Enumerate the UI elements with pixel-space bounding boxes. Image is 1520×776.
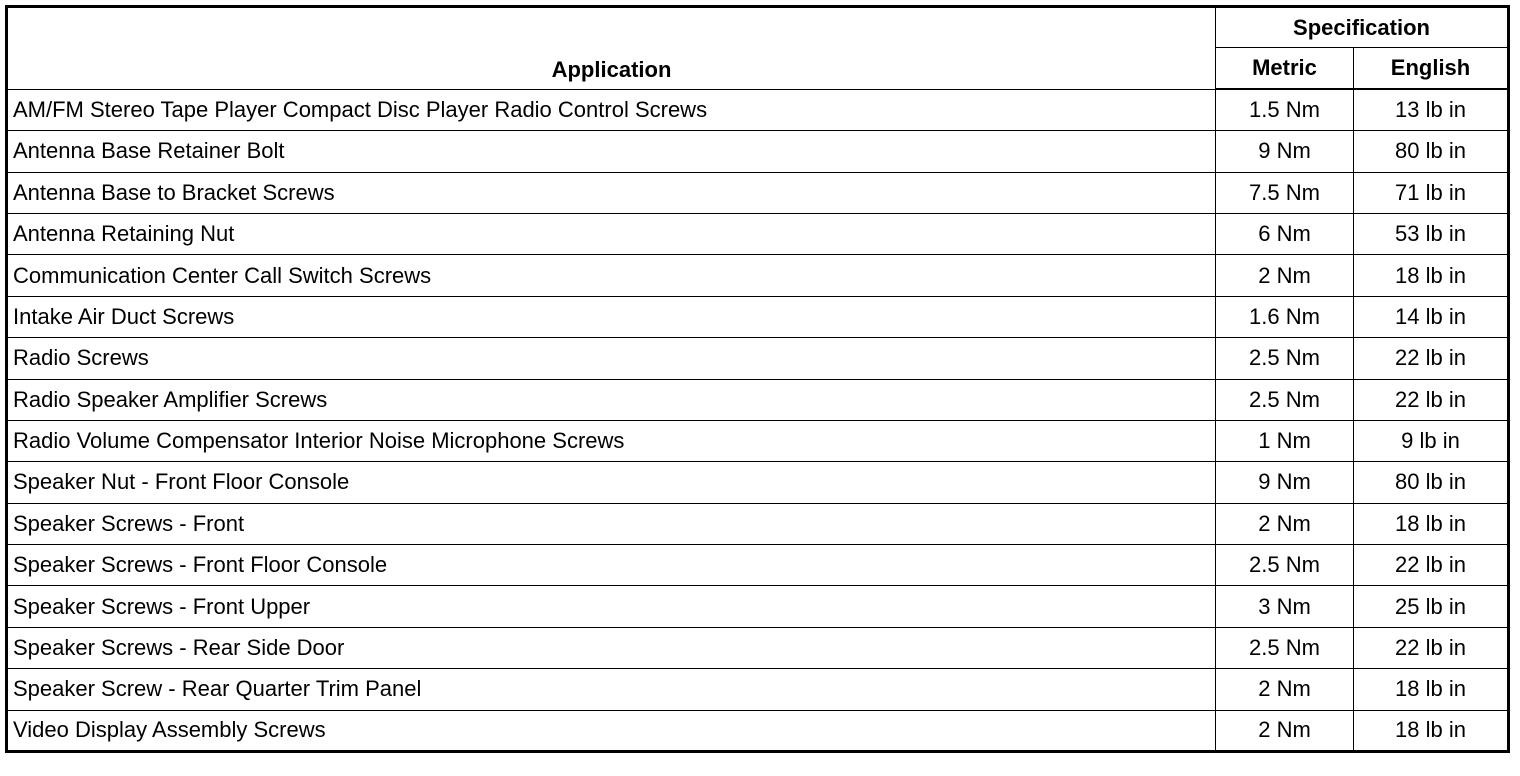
table-row xyxy=(7,545,1509,586)
table-row xyxy=(7,131,1509,172)
metric-cell: 2.5 Nm xyxy=(1216,627,1354,668)
application-cell: Speaker Screws - Rear Side Door xyxy=(7,627,1216,668)
english-cell: 22 lb in xyxy=(1354,627,1509,668)
application-cell: Antenna Retaining Nut xyxy=(7,213,1216,254)
application-cell: Radio Screws xyxy=(7,338,1216,379)
application-cell: Antenna Base to Bracket Screws xyxy=(7,172,1216,213)
metric-cell: 2 Nm xyxy=(1216,669,1354,710)
english-cell: 18 lb in xyxy=(1354,669,1509,710)
english-cell: 53 lb in xyxy=(1354,213,1509,254)
english-header: English xyxy=(1354,48,1509,89)
table-row xyxy=(7,710,1509,751)
english-cell: 25 lb in xyxy=(1354,586,1509,627)
english-cell: 80 lb in xyxy=(1354,131,1509,172)
metric-cell: 1 Nm xyxy=(1216,420,1354,461)
table-row xyxy=(7,669,1509,710)
table-row xyxy=(7,89,1509,130)
metric-cell: 2.5 Nm xyxy=(1216,379,1354,420)
metric-cell: 2.5 Nm xyxy=(1216,338,1354,379)
english-cell: 22 lb in xyxy=(1354,338,1509,379)
application-cell: Speaker Screws - Front xyxy=(7,503,1216,544)
application-cell: Communication Center Call Switch Screws xyxy=(7,255,1216,296)
metric-cell: 1.6 Nm xyxy=(1216,296,1354,337)
table-row xyxy=(7,627,1509,668)
metric-cell: 6 Nm xyxy=(1216,213,1354,254)
english-cell: 18 lb in xyxy=(1354,710,1509,751)
metric-cell: 2.5 Nm xyxy=(1216,545,1354,586)
english-cell: 18 lb in xyxy=(1354,255,1509,296)
english-cell: 9 lb in xyxy=(1354,420,1509,461)
table-row xyxy=(7,379,1509,420)
table-header xyxy=(7,7,1509,90)
application-header: Application xyxy=(7,7,1216,90)
metric-cell: 7.5 Nm xyxy=(1216,172,1354,213)
application-cell: Intake Air Duct Screws xyxy=(7,296,1216,337)
table-row xyxy=(7,172,1509,213)
application-cell: Antenna Base Retainer Bolt xyxy=(7,131,1216,172)
application-cell: Radio Volume Compensator Interior Noise Microphone Screws xyxy=(7,420,1216,461)
application-cell: Speaker Screw - Rear Quarter Trim Panel xyxy=(7,669,1216,710)
metric-cell: 9 Nm xyxy=(1216,462,1354,503)
table-body xyxy=(7,89,1509,751)
english-cell: 18 lb in xyxy=(1354,503,1509,544)
english-cell: 71 lb in xyxy=(1354,172,1509,213)
english-cell: 13 lb in xyxy=(1354,89,1509,130)
metric-cell: 1.5 Nm xyxy=(1216,89,1354,130)
table-row xyxy=(7,255,1509,296)
english-cell: 22 lb in xyxy=(1354,545,1509,586)
table-row xyxy=(7,213,1509,254)
metric-cell: 9 Nm xyxy=(1216,131,1354,172)
table-row xyxy=(7,586,1509,627)
metric-cell: 2 Nm xyxy=(1216,710,1354,751)
table-row xyxy=(7,296,1509,337)
table-row xyxy=(7,462,1509,503)
header-row-top xyxy=(7,7,1509,48)
application-cell: AM/FM Stereo Tape Player Compact Disc Player Radio Control Screws xyxy=(7,89,1216,130)
english-cell: 80 lb in xyxy=(1354,462,1509,503)
english-cell: 22 lb in xyxy=(1354,379,1509,420)
application-cell: Speaker Screws - Front Floor Console xyxy=(7,545,1216,586)
metric-cell: 2 Nm xyxy=(1216,503,1354,544)
application-cell: Speaker Screws - Front Upper xyxy=(7,586,1216,627)
specification-header: Specification xyxy=(1216,7,1509,48)
fastener-spec-table xyxy=(5,5,1510,753)
metric-header: Metric xyxy=(1216,48,1354,89)
table-row xyxy=(7,420,1509,461)
table-row xyxy=(7,503,1509,544)
metric-cell: 3 Nm xyxy=(1216,586,1354,627)
application-cell: Video Display Assembly Screws xyxy=(7,710,1216,751)
english-cell: 14 lb in xyxy=(1354,296,1509,337)
table-row xyxy=(7,338,1509,379)
application-cell: Speaker Nut - Front Floor Console xyxy=(7,462,1216,503)
metric-cell: 2 Nm xyxy=(1216,255,1354,296)
application-cell: Radio Speaker Amplifier Screws xyxy=(7,379,1216,420)
